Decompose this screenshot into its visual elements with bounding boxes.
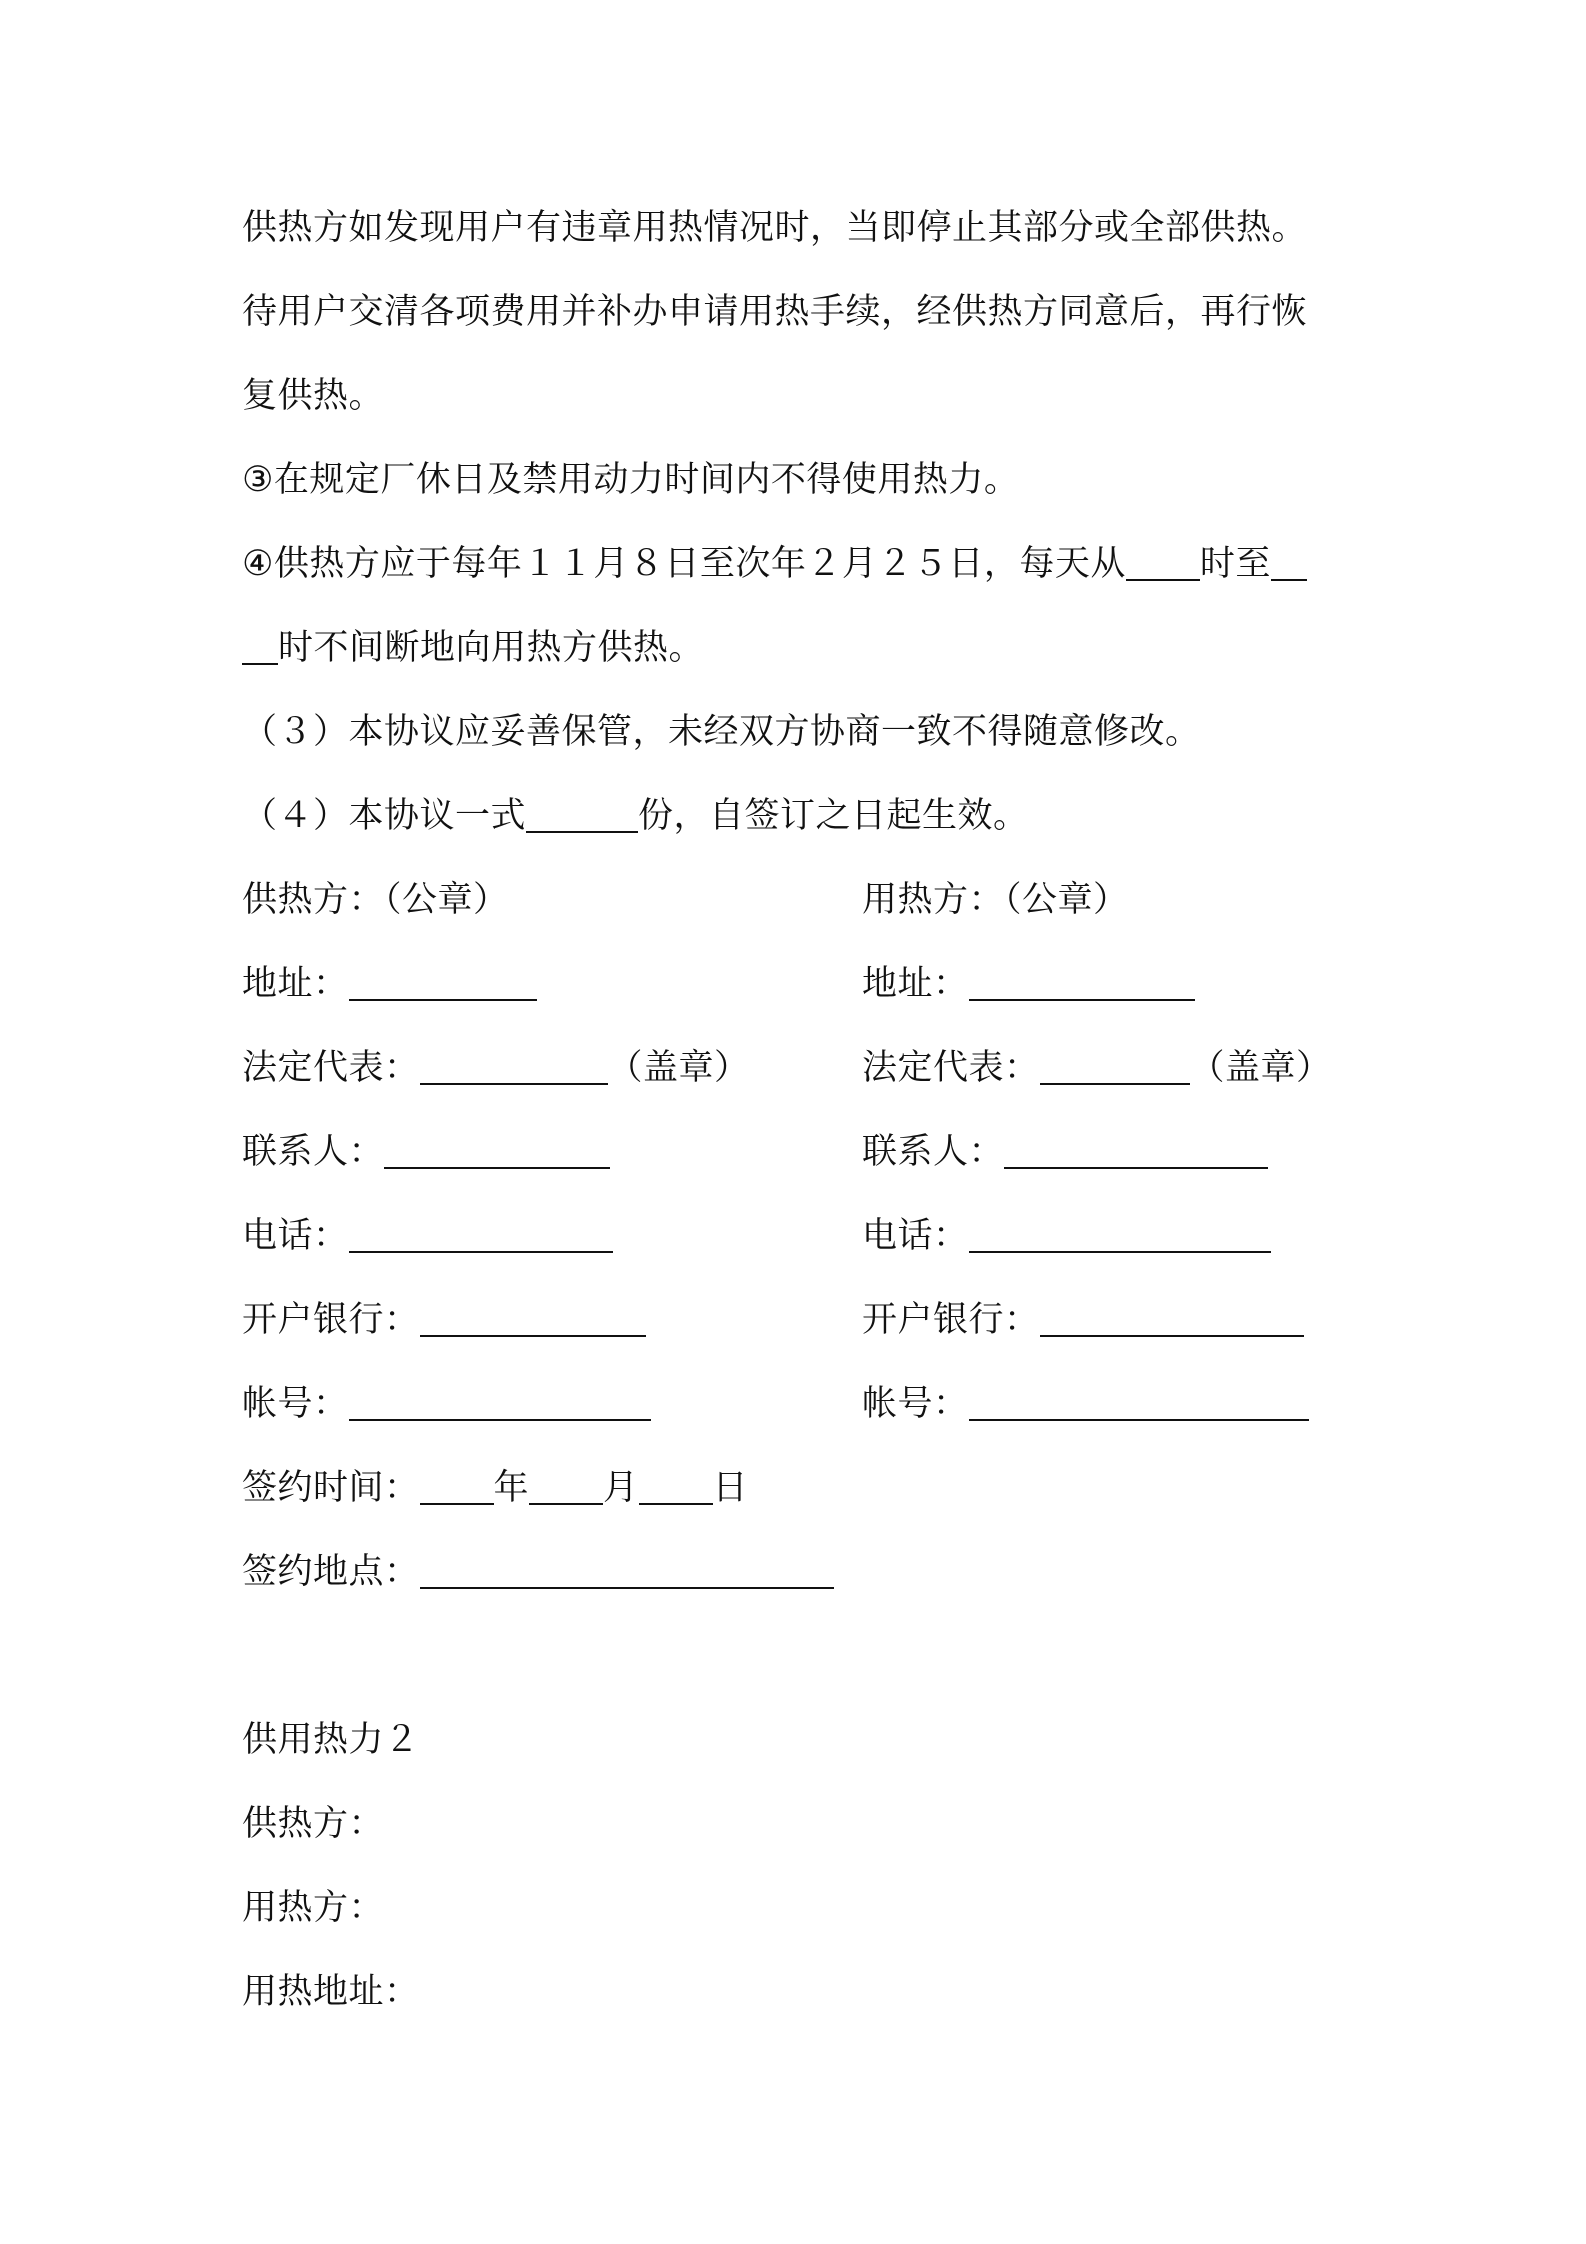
blank-field xyxy=(969,965,1195,1001)
text-segment: ④供热方应于每年１１月８日至次年２月２５日，每天从 xyxy=(242,544,1126,584)
section-heading: 供用热力２ xyxy=(242,1720,420,1760)
field-label: 法定代表： xyxy=(862,1048,1040,1088)
blank-field xyxy=(1040,1049,1190,1085)
field-label: 签约时间： xyxy=(242,1468,420,1508)
text-segment: 份，自签订之日起生效。 xyxy=(638,796,1029,836)
paragraph-line: 复供热。 xyxy=(242,376,385,416)
blank-field xyxy=(639,1469,713,1505)
blank-field xyxy=(529,1469,603,1505)
supplier-phone xyxy=(242,1214,613,1258)
user-bank xyxy=(862,1298,1304,1342)
text-segment: 时至 xyxy=(1199,544,1271,584)
signing-time xyxy=(242,1466,748,1510)
field-label: 地址： xyxy=(242,964,349,1004)
paragraph-line xyxy=(242,542,1307,586)
field-label: 法定代表： xyxy=(242,1048,420,1088)
blank-field xyxy=(384,1133,610,1169)
blank-field xyxy=(1004,1133,1268,1169)
blank-field xyxy=(349,1217,613,1253)
month-label: 月 xyxy=(603,1468,639,1508)
paragraph-line: ③在规定厂休日及禁用动力时间内不得使用热力。 xyxy=(242,460,1020,500)
supplier-account xyxy=(242,1382,651,1426)
blank-field xyxy=(349,1385,651,1421)
paragraph-line xyxy=(242,794,1029,838)
user-contact xyxy=(862,1130,1268,1174)
signing-place xyxy=(242,1550,834,1594)
blank-field xyxy=(1040,1301,1304,1337)
paragraph-line: 供热方如发现用户有违章用热情况时，当即停止其部分或全部供热。 xyxy=(242,208,1308,248)
blank-field xyxy=(1271,545,1307,581)
field-label: 签约地点： xyxy=(242,1552,420,1592)
section2-supplier: 供热方： xyxy=(242,1804,385,1844)
user-title: 用热方：（公章） xyxy=(862,880,1129,920)
section2-address: 用热地址： xyxy=(242,1972,420,2012)
user-representative xyxy=(862,1046,1332,1090)
field-label: 帐号： xyxy=(862,1384,969,1424)
field-label: 联系人： xyxy=(862,1132,1005,1172)
year-label: 年 xyxy=(493,1468,530,1508)
seal-note: （盖章） xyxy=(607,1048,750,1088)
day-label: 日 xyxy=(712,1468,749,1508)
blank-field xyxy=(420,1553,834,1589)
blank-field xyxy=(969,1217,1271,1253)
supplier-representative xyxy=(242,1046,750,1090)
section2-user: 用热方： xyxy=(242,1888,385,1928)
field-label: 开户银行： xyxy=(862,1300,1040,1340)
field-label: 联系人： xyxy=(242,1132,385,1172)
supplier-address xyxy=(242,962,537,1006)
supplier-bank xyxy=(242,1298,646,1342)
field-label: 帐号： xyxy=(242,1384,349,1424)
field-label: 电话： xyxy=(862,1216,969,1256)
blank-field xyxy=(526,797,638,833)
supplier-title: 供热方：（公章） xyxy=(242,880,509,920)
supplier-contact xyxy=(242,1130,610,1174)
text-segment: （４）本协议一式 xyxy=(242,796,527,836)
field-label: 地址： xyxy=(862,964,969,1004)
blank-field xyxy=(349,965,537,1001)
blank-field xyxy=(420,1049,608,1085)
blank-field xyxy=(420,1301,646,1337)
paragraph-line: 待用户交清各项费用并补办申请用热手续，经供热方同意后，再行恢 xyxy=(242,292,1308,332)
field-label: 开户银行： xyxy=(242,1300,420,1340)
field-label: 电话： xyxy=(242,1216,349,1256)
user-address xyxy=(862,962,1195,1006)
blank-field xyxy=(242,629,278,665)
seal-note: （盖章） xyxy=(1189,1048,1332,1088)
paragraph-line xyxy=(242,626,704,670)
paragraph-line: （３）本协议应妥善保管，未经双方协商一致不得随意修改。 xyxy=(242,712,1201,752)
user-account xyxy=(862,1382,1309,1426)
user-phone xyxy=(862,1214,1271,1258)
blank-field xyxy=(969,1385,1309,1421)
blank-field xyxy=(420,1469,494,1505)
blank-field xyxy=(1126,545,1200,581)
text-segment: 时不间断地向用热方供热。 xyxy=(278,628,705,668)
